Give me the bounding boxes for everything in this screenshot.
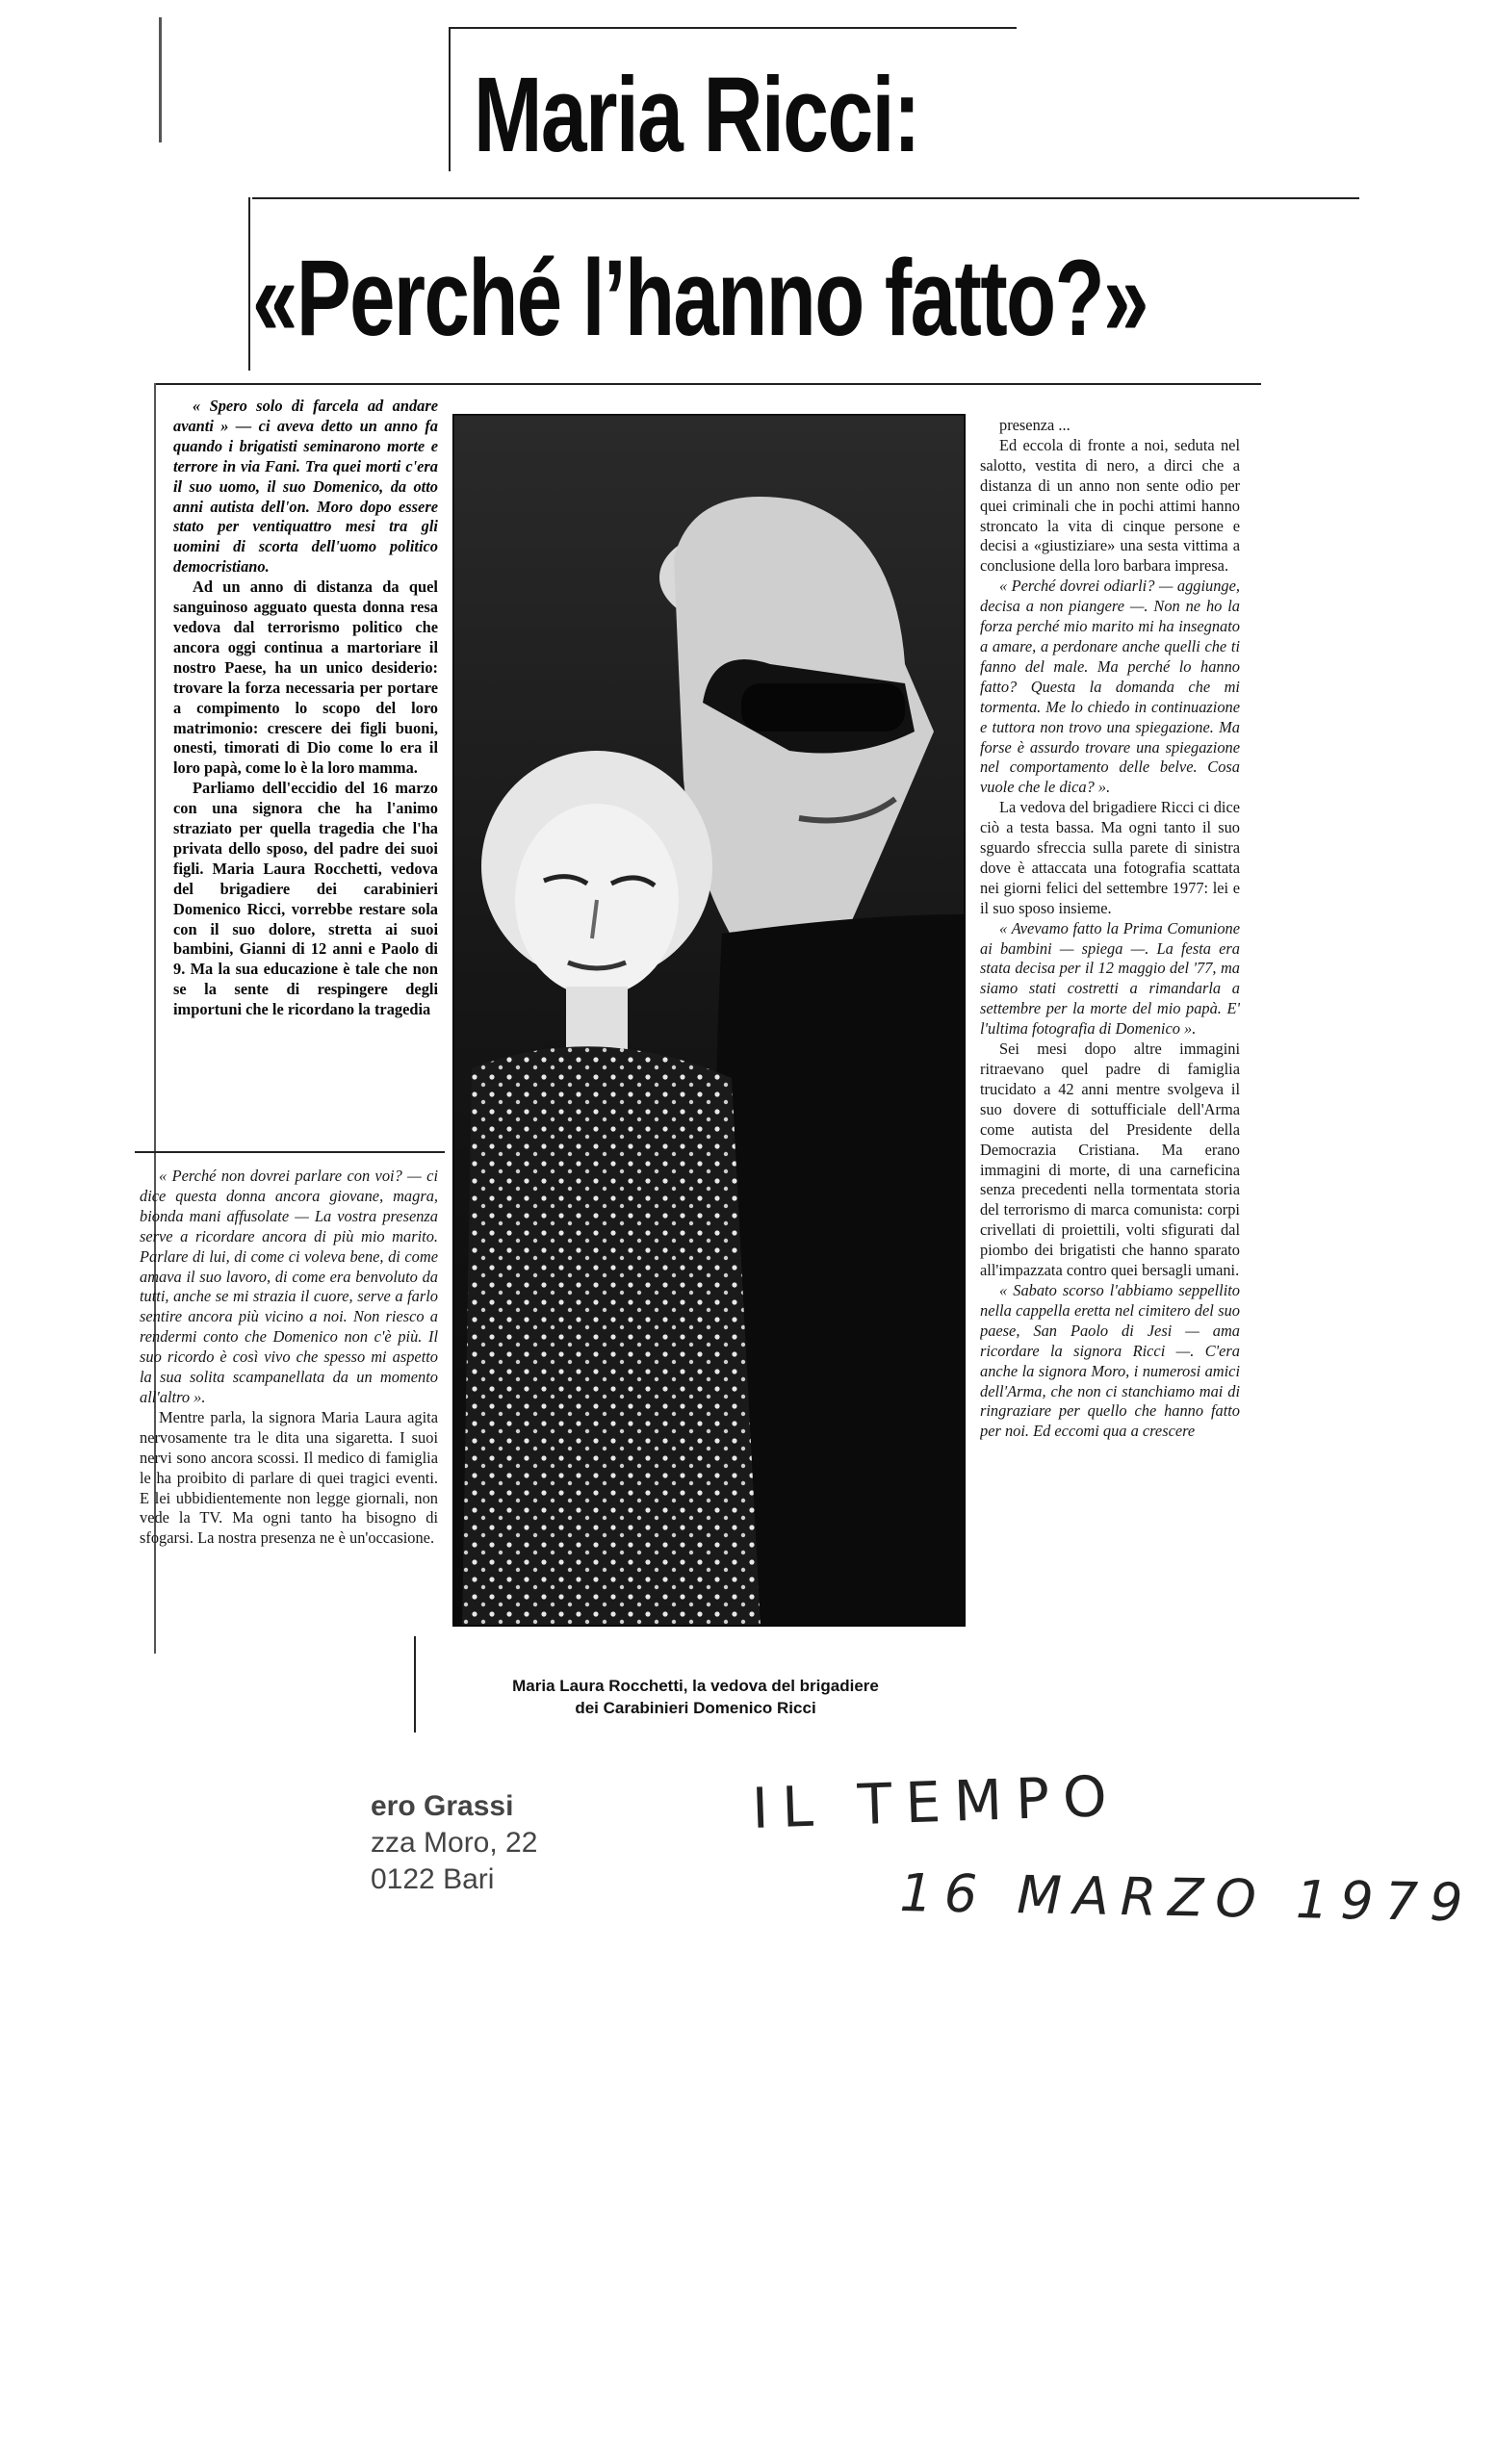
paragraph: Mentre parla, la signora Maria Laura agita nervosamente tra le dita una sigaretta. I suoi nervi sono ancora scossi. Il medico di famiglia le ha proibito di parlare di quei tragici eventi. E lei ubbidientemente non legge giornali, non vede la TV. Ma ogni tanto ha bisogno di sfogarsi. La nostra presenza ne è un'occasione. bbox=[140, 1407, 438, 1548]
photo-caption bbox=[414, 1675, 977, 1719]
photo-image bbox=[452, 414, 966, 1627]
paragraph: La vedova del brigadiere Ricci ci dice ciò a testa bassa. Ma ogni tanto il suo sguardo sfreccia sulla parete di sinistra dove è attaccata una fotografia scattata nei giorni felici del settembre 1977: lei e il suo sposo insieme. bbox=[980, 798, 1240, 917]
top-left-mark bbox=[159, 17, 162, 142]
archive-stamp bbox=[371, 1788, 602, 1898]
paragraph: Parliamo dell'eccidio del 16 marzo con una signora che ha l'animo straziato per quella tragedia che l'ha privata dello sposo, del padre dei suoi figli. Maria Laura Rocchetti, vedova del brigadiere dei carabinieri Domenico Ricci, vorrebbe restare sola con il suo dolore, stretta ai suoi bambini, Gianni di 12 anni e Paolo di 9. Ma la sua educazione è tale che non se la sente di respingere degli importuni che le ricordano la tragedia bbox=[173, 779, 438, 1019]
stamp-line: ero Grassi bbox=[371, 1790, 514, 1822]
caption-line: dei Carabinieri Domenico Ricci bbox=[575, 1699, 816, 1717]
headline-name: Maria Ricci: bbox=[474, 56, 919, 174]
stamp-line: 0122 Bari bbox=[371, 1863, 495, 1895]
paragraph: « Perché non dovrei parlare con voi? — ci dice questa donna ancora giovane, magra, bionda mani affusolate — La vostra presenza serve a ricordare ancora di più mio marito. Parlare di lui, di come ci voleva bene, di come amava il suo lavoro, di come era benvoluto da tutti, anche se mi strazia il cuore, serve a farlo sentire ancora più vicino a noi. Non riesco a rendermi conto che Domenico non c'è più. Il suo ricordo è così vivo che spesso mi aspetto la sua solita scampanellata da un momento all'altro ». bbox=[140, 1167, 438, 1406]
caption-line: Maria Laura Rocchetti, la vedova del brigadiere bbox=[512, 1677, 879, 1695]
paragraph: Sei mesi dopo altre immagini ritraevano quel padre di famiglia trucidato a 42 anni mentre svolgeva il suo dovere di sottufficiale dell'Arma come autista del Presidente della Democrazia Cristiana. Ma erano immagini di morte, di una carneficina senza precedenti nella tormentata storia del terrorismo di marca comunista: corpi crivellati di proiettili, volti sfigurati dal piombo dei brigatisti che hanno sparato all'impazzata contro quei bersagli umani. bbox=[980, 1040, 1240, 1280]
paragraph: « Spero solo di farcela ad andare avanti » — ci aveva detto un anno fa quando i brigatisti seminarono morte e terrore in via Fani. Tra quei morti c'era il suo uomo, il suo Domenico, da otto anni autista dell'on. Moro dopo essere stato per ventiquattro mesi tra gli uomini di scorta dell'uomo politico democristiano. bbox=[173, 397, 438, 577]
paragraph: « Avevamo fatto la Prima Comunione ai bambini — spiega —. La festa era stata decisa per il 12 maggio del '77, ma siamo stati costretti a rimandarla a settembre per la morte del mio papà. E' l'ultima fotografia di Domenico ». bbox=[980, 918, 1240, 1039]
article-column-left-bottom bbox=[140, 1167, 438, 1657]
paragraph: Ad un anno di distanza da quel sanguinoso agguato questa donna resa vedova dal terrorismo politico che ancora oggi continua a martoriare il nostro Paese, ha un unico desiderio: trovare la forza necessaria per portare a compimento lo scopo del loro matrimonio: crescere dei figli buoni, onesti, timorati di Dio come lo era il loro papà, come lo è la loro mamma. bbox=[173, 578, 438, 778]
paragraph: « Sabato scorso l'abbiamo seppellito nella cappella eretta nel cimitero del suo paese, San Paolo di Jesi — ama ricordare la signora Ricci —. C'era anche la signora Moro, i numerosi amici dell'Arma, che non ci stanchiamo mai di ringraziare per quello che hanno fatto per noi. Ed eccomi qua a crescere bbox=[980, 1280, 1240, 1441]
left-column-divider bbox=[135, 1151, 445, 1153]
headline-quote: «Perché l’hanno fatto?» bbox=[252, 238, 1148, 358]
headline-rule-top bbox=[449, 27, 1017, 29]
headline-rule-left bbox=[449, 27, 451, 171]
stamp-line: zza Moro, 22 bbox=[371, 1827, 538, 1859]
column-rule-top bbox=[154, 383, 1261, 385]
handwritten-date: 16 MARZO 1979 bbox=[898, 1862, 1475, 1934]
paragraph: Ed eccola di fronte a noi, seduta nel salotto, vestita di nero, a dirci che a distanza di un anno non sente odio per quei criminali che in pochi attimi hanno stroncato la vita di cinque persone e decisi a «giustiziare» una sesta vittima a conclusione della loro barbara impresa. bbox=[980, 435, 1240, 576]
headline-rule-mid-left bbox=[248, 197, 250, 371]
article-column-left-top bbox=[173, 397, 438, 1138]
article-column-right bbox=[980, 416, 1240, 1656]
photo-widow-and-man bbox=[452, 414, 966, 1627]
handwritten-newspaper: IL TEMPO bbox=[751, 1762, 1122, 1841]
paragraph: « Perché dovrei odiarli? — aggiunge, decisa a non piangere —. Non ne ho la forza perché mio marito mi ha insegnato a amare, a perdonare anche quelli che ti fanno del male. Ma perché lo hanno fatto? Questa la domanda che mi tormenta. Me lo chiedo in continuazione e tuttora non trovo una spiegazione. Ma forse è assurdo trovare una spiegazione nel comportamento delle belve. Cosa vuole che le dica? ». bbox=[980, 577, 1240, 797]
headline-rule-mid bbox=[252, 197, 1359, 199]
paragraph: presenza ... bbox=[999, 416, 1070, 434]
